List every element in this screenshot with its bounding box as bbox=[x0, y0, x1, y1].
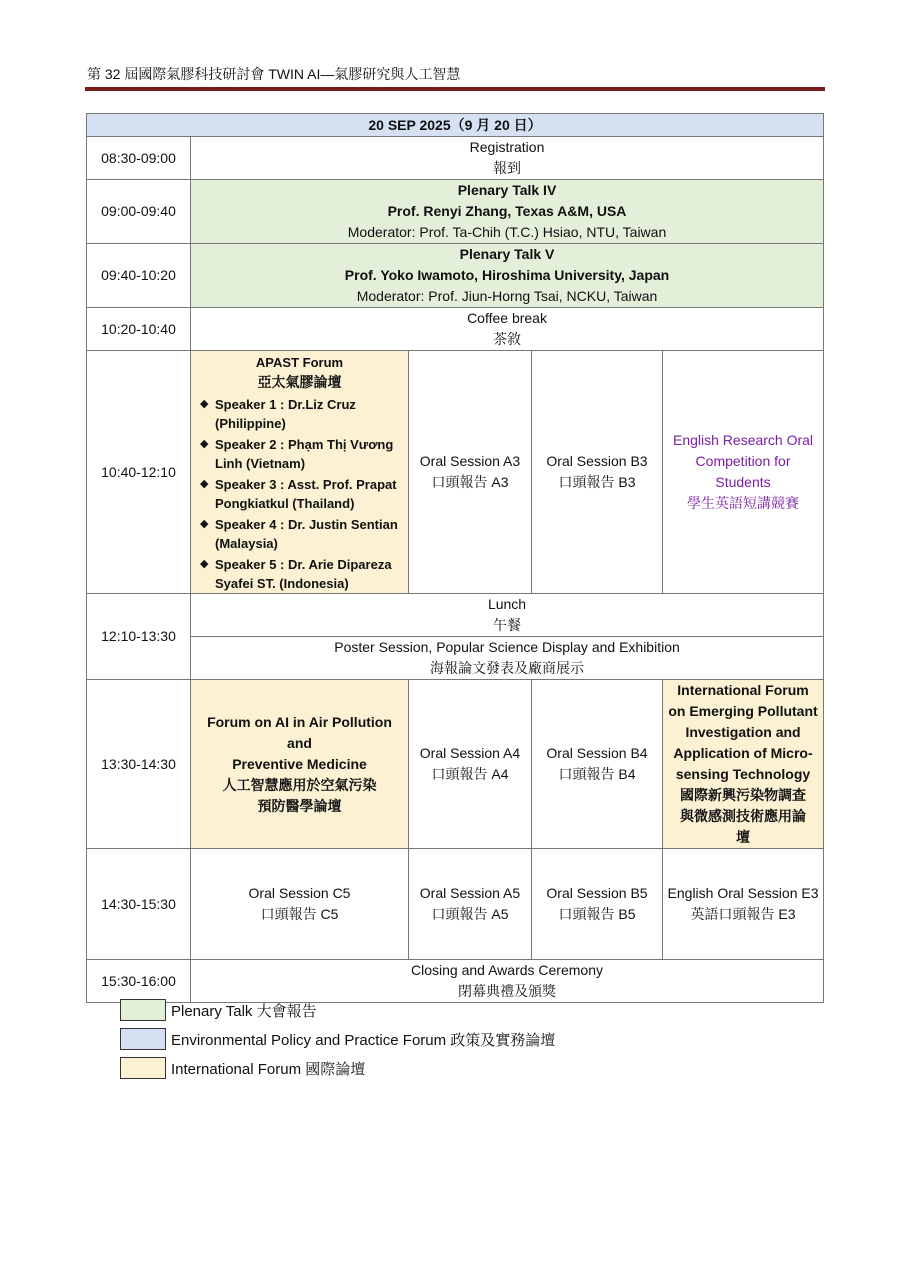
time-cell: 10:40-12:10 bbox=[87, 351, 191, 594]
coffee-cell bbox=[191, 308, 824, 351]
plenary-5-title: Plenary Talk V bbox=[459, 246, 555, 262]
plenary-4-title: Plenary Talk IV bbox=[457, 182, 557, 198]
row-coffee bbox=[87, 308, 824, 351]
legend-swatch bbox=[120, 1057, 166, 1079]
oral-session-a5-cell: Oral Session A5 口頭報告 A5 bbox=[409, 849, 532, 960]
diamond-bullet-icon: ◆ bbox=[200, 558, 209, 570]
speaker-item: ◆ Speaker 3 : Asst. Prof. Prapat Pongkiatkul (Thailand) bbox=[200, 477, 397, 511]
page-header: 第 32 屆國際氣膠科技研討會 TWIN AI—氣膠研究與人工智慧 bbox=[87, 66, 461, 82]
diamond-bullet-icon: ◆ bbox=[200, 478, 209, 490]
speaker-item: ◆ Speaker 5 : Dr. Arie Dipareza Syafei ST. (Indonesia) bbox=[200, 557, 392, 591]
apast-forum-cell bbox=[191, 351, 409, 594]
diamond-bullet-icon: ◆ bbox=[200, 518, 209, 530]
oral-session-a4-cell: Oral Session A4 口頭報告 A4 bbox=[409, 680, 532, 849]
legend-swatch bbox=[120, 1028, 166, 1050]
speaker-item: ◆ Speaker 4 : Dr. Justin Sentian (Malaysia) bbox=[200, 517, 398, 551]
row-plenary-5 bbox=[87, 244, 824, 308]
closing-en: Closing and Awards Ceremony bbox=[411, 962, 603, 978]
plenary-5-speaker: Prof. Yoko Iwamoto, Hiroshima University, Japan bbox=[344, 267, 670, 283]
day-header: 20 SEP 2025（9 月 20 日） bbox=[87, 114, 824, 137]
time-cell: 13:30-14:30 bbox=[87, 680, 191, 849]
speaker-list bbox=[195, 395, 404, 593]
speaker-item: ◆ Speaker 1 : Dr.Liz Cruz (Philippine) bbox=[200, 397, 356, 431]
registration-cell bbox=[191, 137, 824, 180]
legend-international-forum bbox=[120, 1057, 580, 1081]
row-plenary-4 bbox=[87, 180, 824, 244]
plenary-4-cell bbox=[191, 180, 824, 244]
row-lunch bbox=[87, 594, 824, 637]
oral-session-c5-cell: Oral Session C5 口頭報告 C5 bbox=[191, 849, 409, 960]
oral-session-b5-cell: Oral Session B5 口頭報告 B5 bbox=[532, 849, 663, 960]
legend-label: International Forum 國際論壇 bbox=[171, 1061, 366, 1078]
legend-policy-forum bbox=[120, 1028, 580, 1052]
legend-swatch bbox=[120, 999, 166, 1021]
plenary-5-moderator: Moderator: Prof. Jiun-Horng Tsai, NCKU, Taiwan bbox=[356, 288, 658, 304]
poster-en: Poster Session, Popular Science Display and Exhibition bbox=[334, 639, 680, 655]
apast-forum-zh: 亞太氣膠論壇 bbox=[257, 374, 342, 390]
row-registration bbox=[87, 137, 824, 180]
oral-session-a3-cell: Oral Session A3 口頭報告 A3 bbox=[409, 351, 532, 594]
ai-forum-cell: Forum on AI in Air Pollution and Preventive Medicine 人工智慧應用於空氣污染 預防醫學論壇 bbox=[191, 680, 409, 849]
lunch-cell bbox=[191, 594, 824, 637]
time-cell: 10:20-10:40 bbox=[87, 308, 191, 351]
legend-label: Plenary Talk 大會報告 bbox=[171, 1003, 317, 1020]
row-1330 bbox=[87, 680, 824, 849]
english-competition-cell: English Research Oral Competition for Students 學生英語短講競賽 bbox=[663, 351, 824, 594]
day-header-row bbox=[87, 114, 824, 137]
closing-zh: 閉幕典禮及頒獎 bbox=[458, 983, 557, 999]
coffee-zh: 茶敘 bbox=[493, 331, 522, 347]
row-1040 bbox=[87, 351, 824, 594]
schedule-table bbox=[86, 113, 824, 1003]
speaker-item: ◆ Speaker 2 : Phạm Thị Vương Linh (Vietnam) bbox=[200, 437, 394, 471]
row-poster bbox=[87, 637, 824, 680]
coffee-en: Coffee break bbox=[467, 310, 547, 326]
legend-plenary bbox=[120, 999, 580, 1023]
oral-session-b4-cell: Oral Session B4 口頭報告 B4 bbox=[532, 680, 663, 849]
header-rule bbox=[85, 87, 825, 91]
plenary-4-speaker: Prof. Renyi Zhang, Texas A&M, USA bbox=[387, 203, 627, 219]
row-1430 bbox=[87, 849, 824, 960]
lunch-en: Lunch bbox=[487, 596, 527, 612]
diamond-bullet-icon: ◆ bbox=[200, 438, 209, 450]
poster-cell bbox=[191, 637, 824, 680]
registration-zh: 報到 bbox=[493, 160, 522, 176]
time-cell: 15:30-16:00 bbox=[87, 960, 191, 1003]
english-oral-e3-cell: English Oral Session E3 英語口頭報告 E3 bbox=[663, 849, 824, 960]
plenary-5-cell bbox=[191, 244, 824, 308]
oral-session-b3-cell: Oral Session B3 口頭報告 B3 bbox=[532, 351, 663, 594]
time-cell: 09:40-10:20 bbox=[87, 244, 191, 308]
time-cell: 12:10-13:30 bbox=[87, 594, 191, 680]
plenary-4-moderator: Moderator: Prof. Ta-Chih (T.C.) Hsiao, NTU, Taiwan bbox=[347, 224, 667, 240]
registration-en: Registration bbox=[469, 139, 545, 155]
closing-cell bbox=[191, 960, 824, 1003]
time-cell: 08:30-09:00 bbox=[87, 137, 191, 180]
legend-label: Environmental Policy and Practice Forum 政策及實務論壇 bbox=[171, 1032, 556, 1049]
lunch-zh: 午餐 bbox=[493, 617, 522, 633]
row-closing bbox=[87, 960, 824, 1003]
apast-forum-title: APAST Forum bbox=[255, 355, 344, 370]
diamond-bullet-icon: ◆ bbox=[200, 398, 209, 410]
international-forum-cell: International Forum on Emerging Pollutant Investigation and Application of Micro- sensing Technology 國際新興污染物調查 與微感測技術應用論 壇 bbox=[663, 680, 824, 849]
poster-zh: 海報論文發表及廠商展示 bbox=[430, 660, 585, 676]
time-cell: 14:30-15:30 bbox=[87, 849, 191, 960]
time-cell: 09:00-09:40 bbox=[87, 180, 191, 244]
